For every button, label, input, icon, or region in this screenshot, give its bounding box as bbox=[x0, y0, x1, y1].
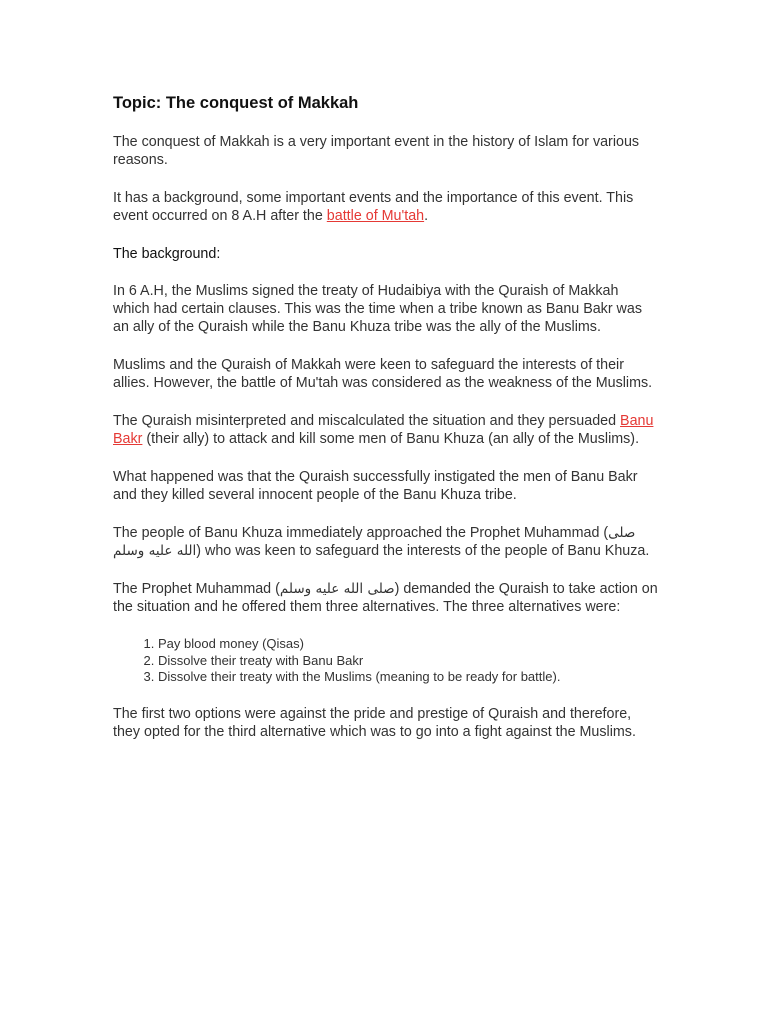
demand-text-after: ) demanded the Quraish to take action on the situation and he offered them three alternatives. The three alternatives were: bbox=[113, 581, 658, 615]
list-item: 1. Pay blood money (Qisas) bbox=[158, 636, 658, 653]
persuade-paragraph bbox=[113, 412, 658, 448]
list-item: 3. Dissolve their treaty with the Muslims (meaning to be ready for battle). bbox=[158, 669, 658, 686]
demand-text-before: The Prophet Muhammad ( bbox=[113, 581, 280, 597]
page-title: Topic: The conquest of Makkah bbox=[113, 94, 359, 112]
banu-bakr-link[interactable]: Banu Bakr bbox=[113, 413, 654, 447]
approach-paragraph bbox=[113, 524, 658, 560]
background-heading: The background: bbox=[113, 246, 221, 262]
approach-text-after: ) who was keen to safeguard the interests of the people of Banu Khuza. bbox=[196, 543, 650, 559]
happened-paragraph: What happened was that the Quraish successfully instigated the men of Banu Bakr and they killed several innocent people of the Banu Khuza tribe. bbox=[113, 469, 638, 503]
alternatives-list bbox=[113, 636, 658, 686]
background-intro-paragraph bbox=[113, 189, 658, 225]
demand-paragraph bbox=[113, 580, 658, 616]
battle-of-mutah-link[interactable]: battle of Mu'tah bbox=[326, 208, 425, 224]
approach-text-before: The people of Banu Khuza immediately approached the Prophet Muhammad ( bbox=[113, 525, 609, 541]
list-item: 2. Dissolve their treaty with Banu Bakr bbox=[158, 653, 658, 670]
intro-text-before-link: It has a background, some important events and the importance of this event. This event occurred on 8 A.H after the bbox=[113, 190, 634, 224]
treaty-paragraph: In 6 A.H, the Muslims signed the treaty of Hudaibiya with the Quraish of Makkah which had certain clauses. This was the time when a tribe known as Banu Bakr was an ally of the Quraish while the Banu Khuza tribe was the ally of the Muslims. bbox=[113, 283, 642, 335]
intro-text-after-link: . bbox=[424, 208, 429, 224]
document-page bbox=[113, 92, 658, 761]
persuade-text-after-link: (their ally) to attack and kill some men of Banu Khuza (an ally of the Muslims). bbox=[142, 431, 640, 447]
persuade-text-before-link: The Quraish misinterpreted and miscalculated the situation and they persuaded bbox=[113, 413, 621, 429]
approach-arabic-salutation: صلى الله عليه وسلم bbox=[113, 525, 636, 559]
allies-paragraph: Muslims and the Quraish of Makkah were keen to safeguard the interests of their allies. However, the battle of Mu'tah was considered as the weakness of the Muslims. bbox=[113, 357, 653, 391]
conclusion-paragraph: The first two options were against the pride and prestige of Quraish and therefore, they opted for the third alternative which was to go into a fight against the Muslims. bbox=[113, 705, 636, 740]
intro-paragraph: The conquest of Makkah is a very important event in the history of Islam for various reasons. bbox=[113, 134, 640, 168]
demand-arabic-salutation: صلى الله عليه وسلم bbox=[279, 581, 395, 597]
